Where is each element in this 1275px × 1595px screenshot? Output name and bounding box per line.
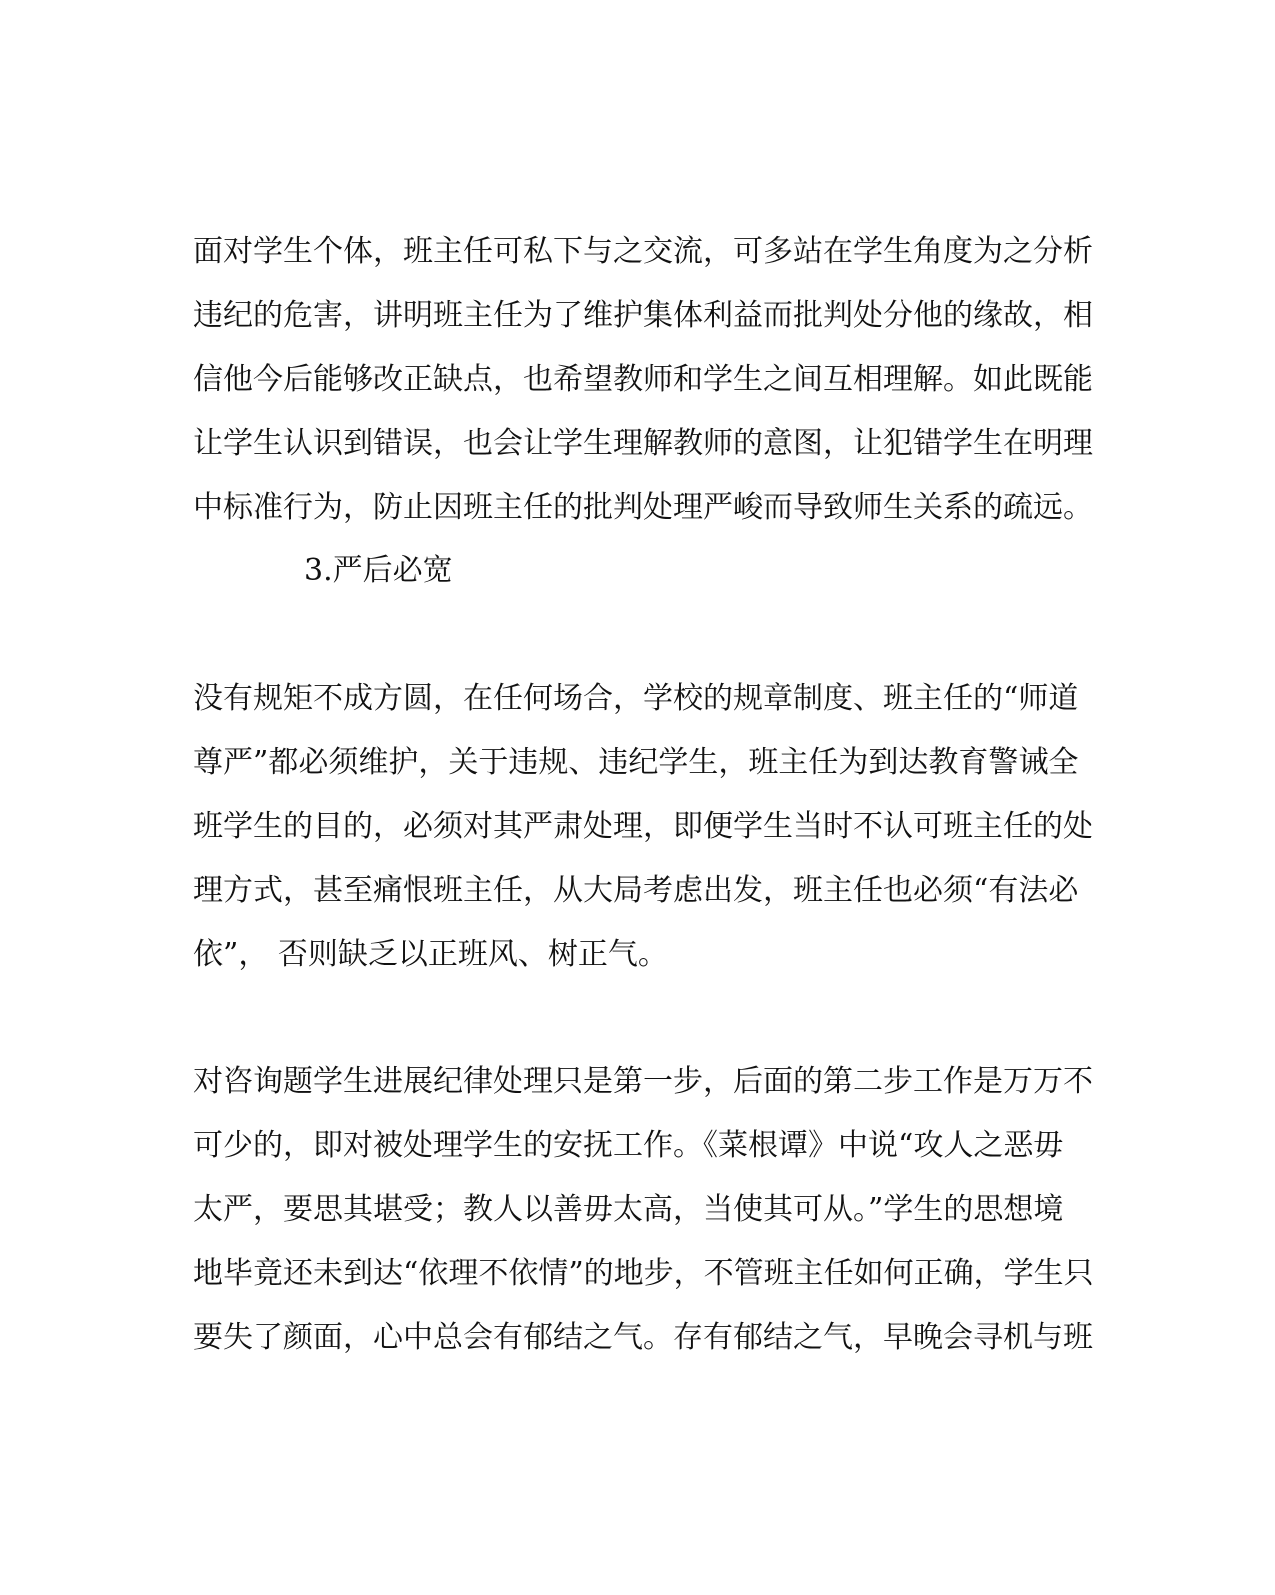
text-line: 违纪的危害，讲明班主任为了维护集体利益而批判处分他的缘故，相 [193, 298, 1093, 333]
text-line: 地毕竟还未到达“依理不依情”的地步，不管班主任如何正确，学生只 [193, 1256, 1094, 1291]
text-line: 太严，要思其堪受；教人以善毋太高，当使其可从。”学生的思想境 [193, 1192, 1064, 1227]
text-line: 理方式，甚至痛恨班主任，从大局考虑出发，班主任也必须“有法必 [193, 873, 1079, 908]
text-line: 依”， 否则缺乏以正班风、树正气。 [193, 937, 668, 972]
text-line: 对咨询题学生进展纪律处理只是第一步，后面的第二步工作是万万不 [193, 1064, 1093, 1099]
paragraph-rules [193, 667, 1093, 987]
paragraph-comfort-work [193, 1050, 1094, 1370]
text-line: 面对学生个体，班主任可私下与之交流，可多站在学生角度为之分析 [193, 234, 1093, 269]
text-line: 要失了颜面，心中总会有郁结之气。存有郁结之气，早晚会寻机与班 [193, 1320, 1093, 1355]
text-line: 信他今后能够改正缺点，也希望教师和学生之间互相理解。如此既能 [193, 362, 1093, 397]
paragraph-individual-communication [193, 220, 1093, 540]
section-heading: 3.严后必宽 [304, 553, 453, 588]
text-line: 中标准行为，防止因班主任的批判处理严峻而导致师生关系的疏远。 [193, 490, 1093, 525]
text-line: 没有规矩不成方圆，在任何场合，学校的规章制度、班主任的“师道 [193, 681, 1079, 716]
text-line: 尊严”都必须维护，关于违规、违纪学生，班主任为到达教育警诫全 [193, 745, 1079, 780]
text-line: 让学生认识到错误，也会让学生理解教师的意图，让犯错学生在明理 [193, 426, 1093, 461]
text-line: 班学生的目的，必须对其严肃处理，即便学生当时不认可班主任的处 [193, 809, 1093, 844]
text-line: 可少的，即对被处理学生的安抚工作。《菜根谭》中说“攻人之恶毋 [193, 1128, 1064, 1163]
